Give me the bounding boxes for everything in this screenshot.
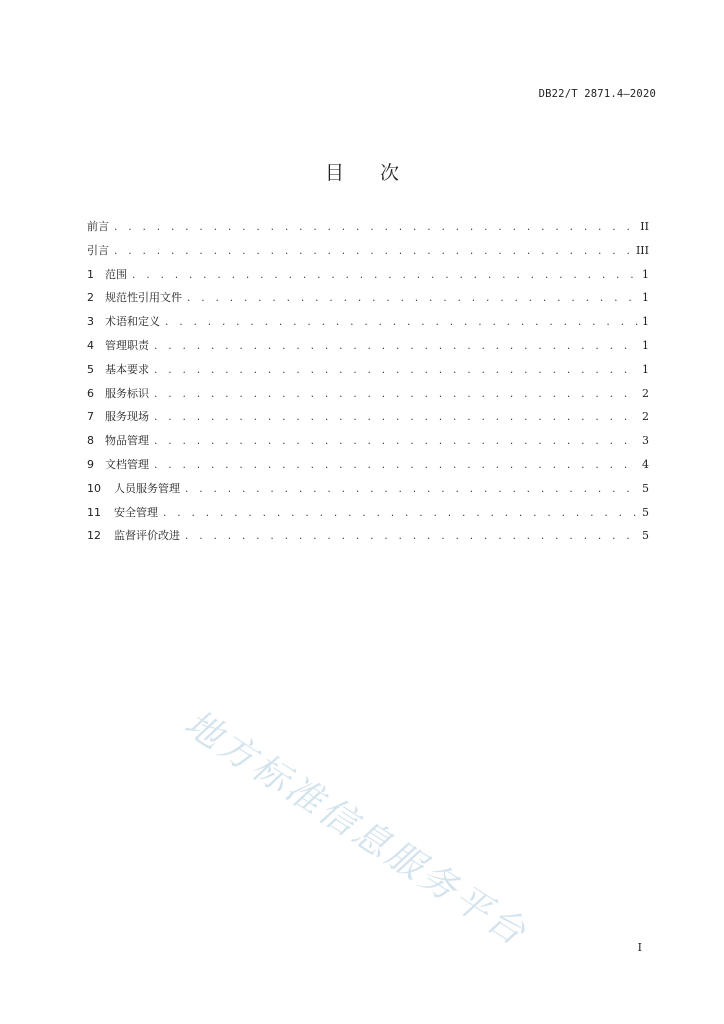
toc-entry-label: 范围	[105, 267, 127, 281]
toc-entry-11[interactable]	[87, 504, 649, 528]
toc-entry-page: 1	[642, 291, 649, 305]
toc-dot-leader	[164, 318, 638, 328]
toc-entry-9[interactable]	[87, 456, 649, 480]
toc-entry-number: 10	[87, 481, 101, 495]
toc-entry-page: 2	[642, 410, 649, 424]
toc-entry-number: 3	[87, 315, 94, 329]
toc-entry-7[interactable]	[87, 408, 649, 432]
toc-entry-page: 1	[642, 315, 649, 329]
toc-entry-page: 1	[642, 338, 649, 352]
toc-entry-8[interactable]	[87, 432, 649, 456]
toc-entry-number: 5	[87, 362, 94, 376]
toc-entry-label: 术语和定义	[105, 315, 160, 329]
toc-entry-page: 1	[642, 267, 649, 281]
toc-entry-2[interactable]	[87, 289, 649, 313]
toc-entry-1[interactable]	[87, 266, 649, 290]
toc-dot-leader	[153, 390, 638, 400]
toc-entry-label: 服务标识	[105, 386, 149, 400]
toc-entry-page: 5	[642, 481, 649, 495]
toc-entry-label: 管理职责	[105, 338, 149, 352]
toc-entry-number: 1	[87, 267, 94, 281]
page-title	[0, 158, 724, 185]
toc-dot-leader	[153, 437, 638, 447]
toc-dot-leader	[153, 413, 638, 423]
toc-entry-10[interactable]	[87, 480, 649, 504]
toc-dot-leader	[113, 247, 632, 257]
toc-entry-page: 1	[642, 362, 649, 376]
table-of-contents	[87, 218, 649, 551]
toc-entry-page: 4	[642, 457, 649, 471]
toc-dot-leader	[131, 271, 638, 281]
toc-dot-leader	[186, 294, 638, 304]
toc-entry-page: 3	[642, 434, 649, 448]
toc-dot-leader	[153, 461, 638, 471]
toc-entry-number: 7	[87, 410, 94, 424]
toc-entry-number: 9	[87, 457, 94, 471]
toc-entry-page: 5	[642, 505, 649, 519]
toc-dot-leader	[153, 366, 638, 376]
title-char-2: 次	[380, 162, 400, 184]
toc-entry-label: 监督评价改进	[114, 529, 180, 543]
document-code: DB22/T 2871.4—2020	[538, 88, 656, 100]
toc-entry-label: 规范性引用文件	[105, 291, 182, 305]
toc-entry-label: 安全管理	[114, 505, 158, 519]
toc-entry-introduction[interactable]	[87, 242, 649, 266]
toc-entry-label: 服务现场	[105, 410, 149, 424]
title-char-1: 目	[324, 162, 344, 184]
toc-entry-label: 人员服务管理	[114, 481, 180, 495]
toc-dot-leader	[153, 342, 638, 352]
toc-entry-page: II	[640, 220, 649, 233]
toc-entry-label: 物品管理	[105, 434, 149, 448]
toc-entry-number: 2	[87, 291, 94, 305]
toc-entry-4[interactable]	[87, 337, 649, 361]
toc-dot-leader	[184, 532, 638, 542]
toc-entry-label: 前言	[87, 220, 109, 233]
toc-entry-5[interactable]	[87, 361, 649, 385]
toc-dot-leader	[162, 509, 638, 519]
toc-entry-12[interactable]	[87, 527, 649, 551]
toc-dot-leader	[113, 223, 636, 233]
toc-entry-number: 11	[87, 505, 101, 519]
toc-entry-number: 6	[87, 386, 94, 400]
toc-entry-number: 12	[87, 529, 101, 543]
watermark: 地方标准信息服务平台	[177, 702, 536, 956]
toc-entry-label: 基本要求	[105, 362, 149, 376]
toc-entry-page: 2	[642, 386, 649, 400]
toc-entry-3[interactable]	[87, 313, 649, 337]
toc-entry-number: 4	[87, 338, 94, 352]
toc-entry-page: 5	[642, 529, 649, 543]
toc-entry-foreword[interactable]	[87, 218, 649, 242]
toc-entry-label: 引言	[87, 243, 109, 257]
toc-entry-number: 8	[87, 434, 94, 448]
toc-entry-label: 文档管理	[105, 457, 149, 471]
toc-entry-page: III	[635, 243, 649, 257]
toc-dot-leader	[184, 485, 638, 495]
toc-entry-6[interactable]	[87, 385, 649, 409]
page-number: I	[637, 941, 642, 954]
